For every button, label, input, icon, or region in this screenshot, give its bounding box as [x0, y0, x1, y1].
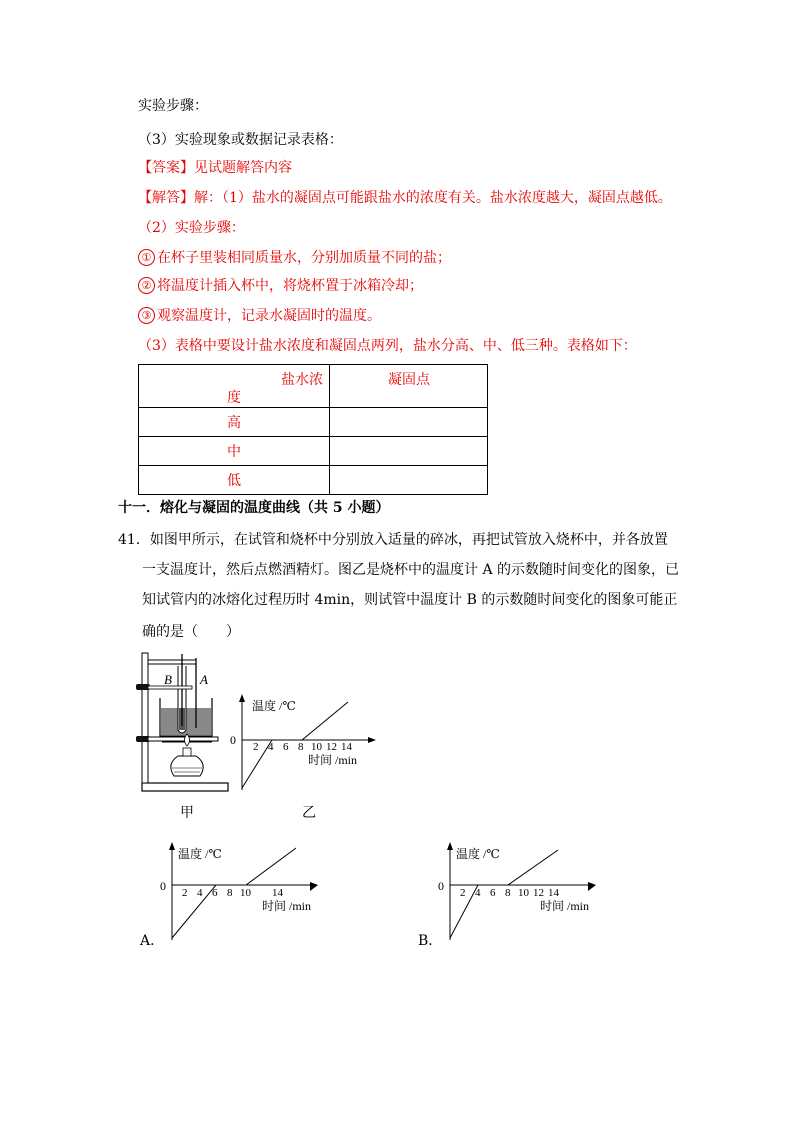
figure-label-jia: 甲 [180, 805, 194, 821]
label-B: B [164, 672, 172, 687]
solution-line [138, 188, 672, 208]
question-number: 41． [118, 532, 150, 548]
option-b-graph [436, 838, 606, 948]
step-3 [138, 306, 381, 326]
step3-title: （3）表格中要设计盐水浓度和凝固点两列，盐水分高、中、低三种。表格如下： [138, 338, 637, 354]
tick-label: 2 [460, 887, 466, 899]
graph-yi [228, 690, 398, 800]
solution-text: 解：（1）盐水的凝固点可能跟盐水的浓度有关。盐水浓度越大，凝固点越低。 [194, 190, 672, 206]
option-b-ylabel: 温度 /℃ [456, 847, 500, 861]
table-header-row [139, 365, 488, 408]
table-header-concentration [139, 365, 330, 408]
tick-label: 10 [518, 887, 529, 899]
tick-label: 4 [197, 887, 203, 899]
option-b-origin: 0 [438, 879, 444, 893]
step-2-number: ② [138, 277, 155, 294]
header-concentration-part1: 盐水浓 [281, 372, 323, 388]
solution-tag: 【解答】 [138, 190, 194, 206]
apparatus-figure [130, 648, 240, 803]
tick-label: 4 [268, 741, 274, 753]
tick-label: 8 [505, 887, 511, 899]
label-A: A [200, 672, 208, 687]
tick-label: 6 [283, 741, 289, 753]
step-1-number: ① [138, 249, 155, 266]
step-3-number: ③ [138, 307, 155, 324]
option-a-graph [158, 838, 328, 948]
tick-label: 12 [533, 887, 544, 899]
question-line-2: 一支温度计，然后点燃酒精灯。图乙是烧杯中的温度计 A 的示数随时间变化的图象，已 [142, 562, 680, 578]
table-cell-empty [330, 437, 488, 466]
question-text-1: 如图甲所示，在试管和烧杯中分别放入适量的碎冰，再把试管放入烧杯中，并各放置 [149, 532, 668, 548]
header-freezing-point-label: 凝固点 [388, 372, 430, 388]
header-concentration-part2: 度 [227, 390, 241, 406]
tick-label: 14 [548, 887, 559, 899]
step-1-text: 在杯子里装相同质量水，分别加质量不同的盐； [157, 250, 451, 266]
tick-label: 6 [490, 887, 496, 899]
tick-label: 4 [475, 887, 481, 899]
tick-label: 8 [227, 887, 233, 899]
step2-title: （2）实验步骤： [138, 220, 245, 236]
figure-label-yi: 乙 [302, 805, 316, 821]
tick-label: 6 [212, 887, 218, 899]
table-cell-empty [330, 408, 488, 437]
table-row [139, 437, 488, 466]
option-b-xlabel: 时间 /min [540, 899, 590, 913]
step-2 [138, 276, 423, 296]
tick-label: 10 [311, 741, 322, 753]
question-line-1 [118, 530, 668, 550]
option-b-label[interactable]: B． [418, 933, 443, 949]
question-line-3: 知试管内的冰熔化过程历时 4min，则试管中温度计 B 的示数随时间变化的图象可能正 [142, 592, 678, 608]
q3-label: （3）实验现象或数据记录表格： [138, 132, 343, 148]
tick-label: 14 [272, 887, 283, 899]
answer-tag: 【答案】 [138, 160, 194, 176]
table-cell-high: 高 [139, 408, 330, 437]
step-1 [138, 248, 451, 268]
table-cell-mid: 中 [139, 437, 330, 466]
answer-text: 见试题解答内容 [194, 160, 292, 176]
step-3-text: 观察温度计，记录水凝固时的温度。 [157, 308, 381, 324]
section-title: 十一．熔化与凝固的温度曲线（共 5 小题） [118, 500, 390, 516]
answer-line [138, 158, 292, 178]
table-row [139, 466, 488, 495]
question-line-4: 确的是（ ） [142, 624, 240, 640]
option-a-label[interactable]: A． [140, 933, 165, 949]
step-2-text: 将温度计插入杯中，将烧杯置于冰箱冷却； [157, 278, 423, 294]
option-a-ylabel: 温度 /℃ [178, 847, 222, 861]
graph-yi-origin: 0 [230, 733, 236, 747]
graph-yi-ylabel: 温度 /℃ [252, 699, 296, 713]
table-cell-empty [330, 466, 488, 495]
option-a-xlabel: 时间 /min [262, 899, 312, 913]
tick-label: 12 [326, 741, 337, 753]
option-a-origin: 0 [160, 879, 166, 893]
tick-label: 14 [341, 741, 352, 753]
steps-label: 实验步骤： [138, 98, 208, 114]
data-table [138, 364, 488, 495]
tick-label: 2 [182, 887, 188, 899]
table-row [139, 408, 488, 437]
table-header-freezing-point [330, 365, 488, 408]
tick-label: 2 [253, 741, 259, 753]
table-cell-low: 低 [139, 466, 330, 495]
tick-label: 8 [298, 741, 304, 753]
graph-yi-xlabel: 时间 /min [308, 753, 358, 767]
tick-label: 10 [240, 887, 251, 899]
